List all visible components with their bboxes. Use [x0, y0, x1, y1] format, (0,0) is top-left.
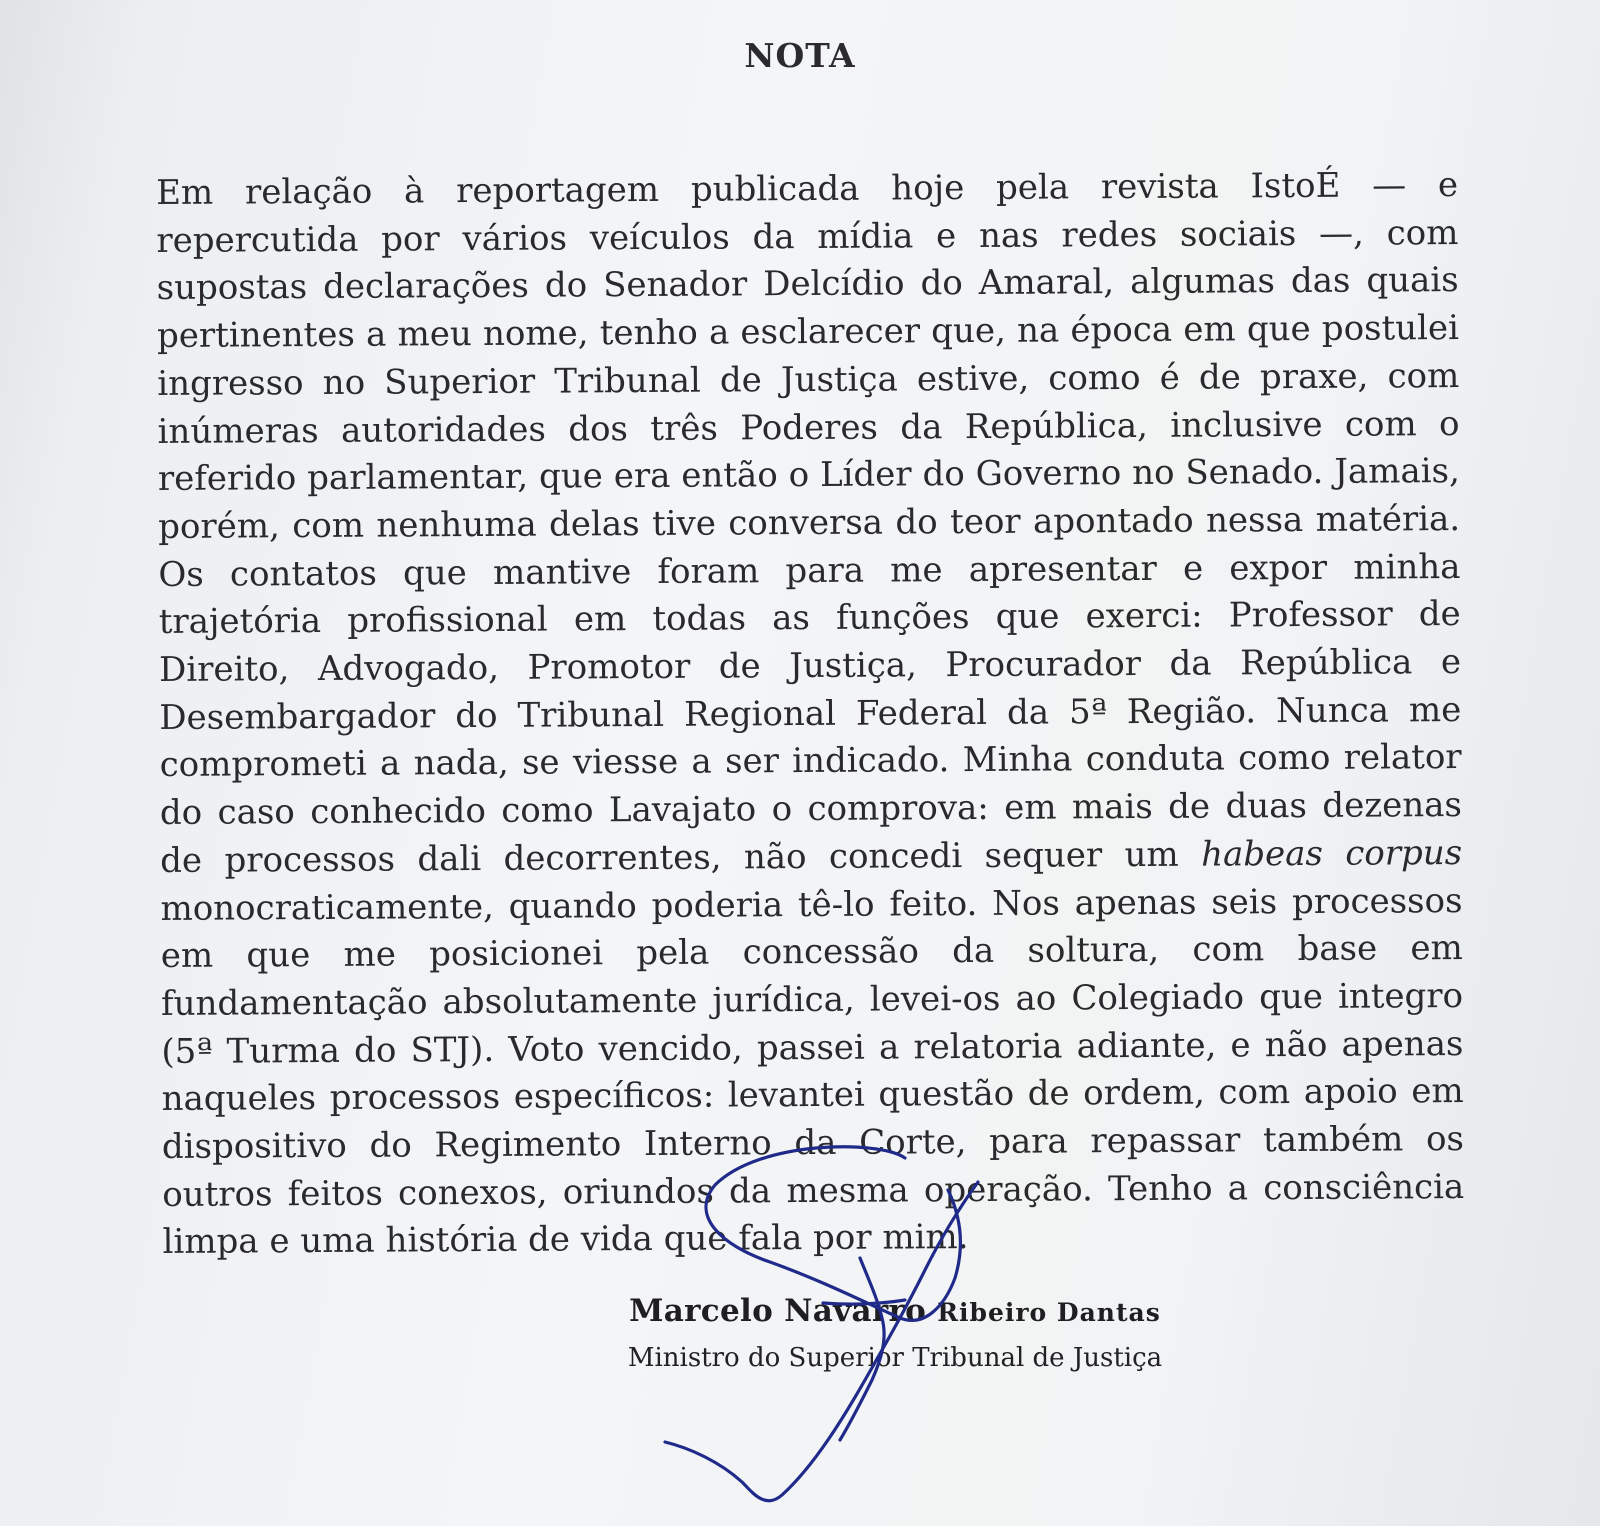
- body-text-italic: habeas corpus: [1201, 832, 1463, 875]
- document-title: NOTA: [744, 36, 856, 75]
- signatory-name-smallcaps: Ribeiro Dantas: [937, 1298, 1161, 1327]
- signatory-name: [0, 1293, 1600, 1329]
- signatory-role: Ministro do Superior Tribunal de Justiça: [627, 1343, 1163, 1373]
- signatory-name-regular: Marcelo Navarro: [629, 1293, 938, 1329]
- body-text-part-1: Em relação à reportagem publicada hoje pela revista IstoÉ — e repercutida por vários veículos da mídia e nas redes sociais —, com supostas declarações do Senador Delcídio do Amaral, algumas das quais pertinentes a meu nome, tenho a esclarecer que, na época em que postulei ingresso no Superior Tribunal de Justiça estive, como é de praxe, com inúmeras autoridades dos três Poderes da República, inclusive com o referido parlamentar, que era então o Líder do Governo no Senado. Jamais, porém, com nenhuma delas tive conversa do teor apontado nessa matéria. Os contatos que mantive foram para me apresentar e expor minha trajetória profissional em todas as funções que exerci: Professor de Direito, Advogado, Promotor de Justiça, Procurador da República e Desembargador do Tribunal Regional Federal da 5ª Região. Nunca me comprometi a nada, se viesse a ser indicado. Minha conduta como relator do caso conhecido como Lavajato o comprova: em mais de duas dezenas de processos dali decorrentes, não concedi sequer um: [156, 165, 1463, 881]
- body-paragraph: [156, 162, 1465, 1267]
- body-text-part-2: monocraticamente, quando poderia tê-lo feito. Nos apenas seis processos em que me posicionei pela concessão da soltura, com base em fundamentação absolutamente jurídica, levei-os ao Colegiado que integro (5ª Turma do STJ). Voto vencido, passei a relatoria adiante, e não apenas naqueles processos específicos: levantei questão de ordem, com apoio em dispositivo do Regimento Interno da Corte, para repassar também os outros feitos conexos, oriundos da mesma operação. Tenho a consciência limpa e uma história de vida que fala por mim.: [160, 880, 1465, 1263]
